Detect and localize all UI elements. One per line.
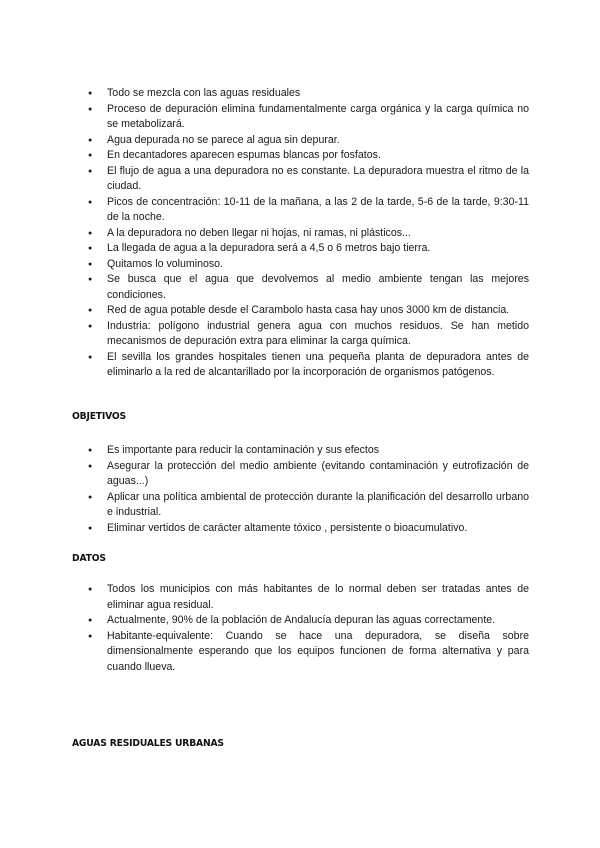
list-item: ● Industria: polígono industrial genera agua con muchos residuos. Se han metido mecanismos de depuración extra para eliminar la carga química. — [92, 319, 529, 350]
section-heading-datos: DATOS — [72, 553, 106, 564]
list-item: ● Habitante-equivalente: Cuando se hace una depuradora, se diseña sobre dimensionalmente esperando que los equipos funcionen de forma alternativa y para cuando llueva. — [92, 629, 529, 676]
list-item: ● Todo se mezcla con las aguas residuales — [92, 86, 529, 102]
list-item: ● Proceso de depuración elimina fundamentalmente carga orgánica y la carga química no se metabolizará. — [92, 102, 529, 133]
list-item: ● Eliminar vertidos de carácter altamente tóxico , persistente o bioacumulativo. — [92, 521, 529, 537]
section-heading-objetivos: OBJETIVOS — [72, 411, 126, 422]
intro-bullet-list — [92, 86, 529, 381]
list-item: ● A la depuradora no deben llegar ni hojas, ni ramas, ni plásticos... — [92, 226, 529, 242]
list-item: ● El sevilla los grandes hospitales tienen una pequeña planta de depuradora antes de eliminarlo a la red de alcantarillado por la incorporación de organismos patógenos. — [92, 350, 529, 381]
section-heading-aguas-residuales-urbanas: AGUAS RESIDUALES URBANAS — [72, 738, 224, 749]
list-item: ● Es importante para reducir la contaminación y sus efectos — [92, 443, 529, 459]
list-item: ● Asegurar la protección del medio ambiente (evitando contaminación y eutrofización de aguas...) — [92, 459, 529, 490]
list-item: ● En decantadores aparecen espumas blancas por fosfatos. — [92, 148, 529, 164]
list-item: ● Quitamos lo voluminoso. — [92, 257, 529, 273]
datos-bullet-list — [92, 582, 529, 675]
list-item: ● El flujo de agua a una depuradora no es constante. La depuradora muestra el ritmo de la ciudad. — [92, 164, 529, 195]
list-item: ● Agua depurada no se parece al agua sin depurar. — [92, 133, 529, 149]
list-item: ● Aplicar una política ambiental de protección durante la planificación del desarrollo urbano e industrial. — [92, 490, 529, 521]
list-item: ● Todos los municipios con más habitantes de lo normal deben ser tratadas antes de eliminar agua residual. — [92, 582, 529, 613]
objetivos-bullet-list — [92, 443, 529, 536]
list-item: ● Picos de concentración: 10-11 de la mañana, a las 2 de la tarde, 5-6 de la tarde, 9:30-11 de la noche. — [92, 195, 529, 226]
list-item: ● La llegada de agua a la depuradora será a 4,5 o 6 metros bajo tierra. — [92, 241, 529, 257]
list-item: ● Actualmente, 90% de la población de Andalucía depuran las aguas correctamente. — [92, 613, 529, 629]
list-item: ● Red de agua potable desde el Carambolo hasta casa hay unos 3000 km de distancia. — [92, 303, 529, 319]
list-item: ● Se busca que el agua que devolvemos al medio ambiente tengan las mejores condiciones. — [92, 272, 529, 303]
